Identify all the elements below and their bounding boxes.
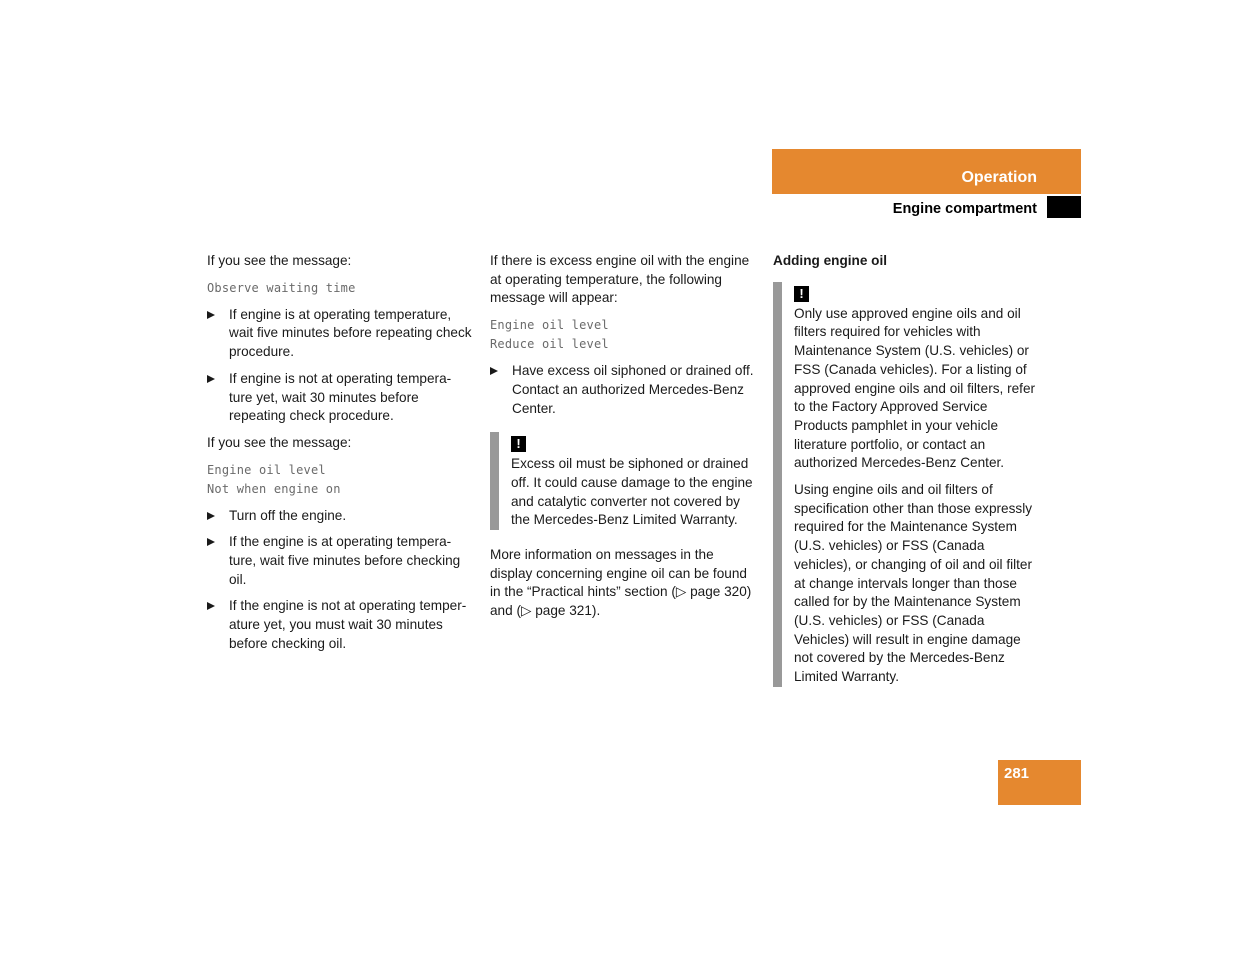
- bullet-arrow-icon: [207, 602, 215, 610]
- instruction-step: [490, 362, 756, 418]
- section-title: Operation: [961, 169, 1037, 186]
- display-message-line: Not when engine on: [207, 481, 341, 496]
- note-bar: [490, 432, 499, 530]
- display-message-line: Engine oil level: [490, 318, 609, 333]
- subsection-title: Engine compartment: [892, 201, 1037, 217]
- instruction-text: If engine is not at operating tempera-ture yet, wait 30 minutes before repeating check procedure.: [229, 370, 452, 424]
- bullet-arrow-icon: [207, 375, 215, 383]
- display-message-line: Engine oil level: [207, 462, 326, 477]
- display-message: [207, 461, 473, 499]
- display-message-line: Reduce oil level: [490, 337, 609, 352]
- intro-text: If you see the message:: [207, 434, 352, 450]
- instruction-text: Turn off the engine.: [229, 507, 347, 523]
- column-1: [207, 252, 473, 662]
- note-bar: [773, 282, 782, 687]
- intro-text: If there is excess engine oil with the engine at operating temperature, the following message will appear:: [490, 253, 750, 306]
- section-header-bar: [772, 149, 1081, 194]
- column-2: [490, 252, 756, 629]
- instruction-text: If the engine is not at operating temper-ature yet, you must wait 30 minutes before checking oil.: [229, 598, 467, 651]
- bullet-arrow-icon: [207, 512, 215, 520]
- page-number-box: [998, 760, 1081, 805]
- instruction-step: [207, 306, 473, 362]
- instruction-step: [207, 533, 473, 589]
- bullet-arrow-icon: [207, 311, 215, 319]
- instruction-text: If engine is at operating temperature, wait five minutes before repeating check procedure.: [229, 306, 472, 360]
- instruction-step: [207, 370, 473, 426]
- note-text: Only use approved engine oils and oil filters required for vehicles with Maintenance System (U.S. vehicles) or FSS (Canada vehicles). For a listing of approved engine oils and oil filters, refer to the Factory Approved Service Products pamphlet in your vehicle literature portfolio, or contact an authorized Mercedes-Benz Center.: [794, 305, 1036, 471]
- column-3: [773, 252, 1039, 703]
- instruction-step: [207, 597, 473, 653]
- instruction-text: Have excess oil siphoned or drained off. Contact an authorized Mercedes-Benz Center.: [512, 363, 754, 416]
- warning-note: [773, 282, 1039, 687]
- bullet-arrow-icon: [490, 367, 498, 375]
- exclamation-icon: !: [794, 286, 809, 302]
- section-heading: Adding engine oil: [773, 253, 888, 268]
- note-text: Excess oil must be siphoned or drained off. It could cause damage to the engine and catalytic converter not covered by the Mercedes-Benz Limited Warranty.: [511, 456, 753, 528]
- more-info-text: More information on messages in the display concerning engine oil can be found in the “Practical hints” section (▷ page 320) and (▷ page 321).: [490, 547, 752, 619]
- bullet-arrow-icon: [207, 538, 215, 546]
- instruction-text: If the engine is at operating tempera-ture, wait five minutes before checking oil.: [229, 534, 461, 587]
- intro-text: If you see the message:: [207, 253, 352, 268]
- note-text: Using engine oils and oil filters of specification other than those expressly required for the Maintenance System (U.S. vehicles) or FSS (Canada vehicles), or changing of oil and oil filter at change intervals longer than those called for by the Maintenance System (U.S. vehicles) or FSS (Canada Vehicles) will result in engine damage not covered by the Mercedes-Benz Limited Warranty.: [794, 482, 1033, 685]
- display-message: [490, 316, 756, 354]
- warning-note: [490, 432, 756, 530]
- subsection-marker: [1047, 196, 1081, 218]
- exclamation-icon: !: [511, 436, 526, 452]
- page-number: 281: [1004, 765, 1030, 782]
- display-message: [207, 279, 473, 298]
- display-message-line: Observe waiting time: [207, 280, 356, 295]
- instruction-step: [207, 507, 473, 526]
